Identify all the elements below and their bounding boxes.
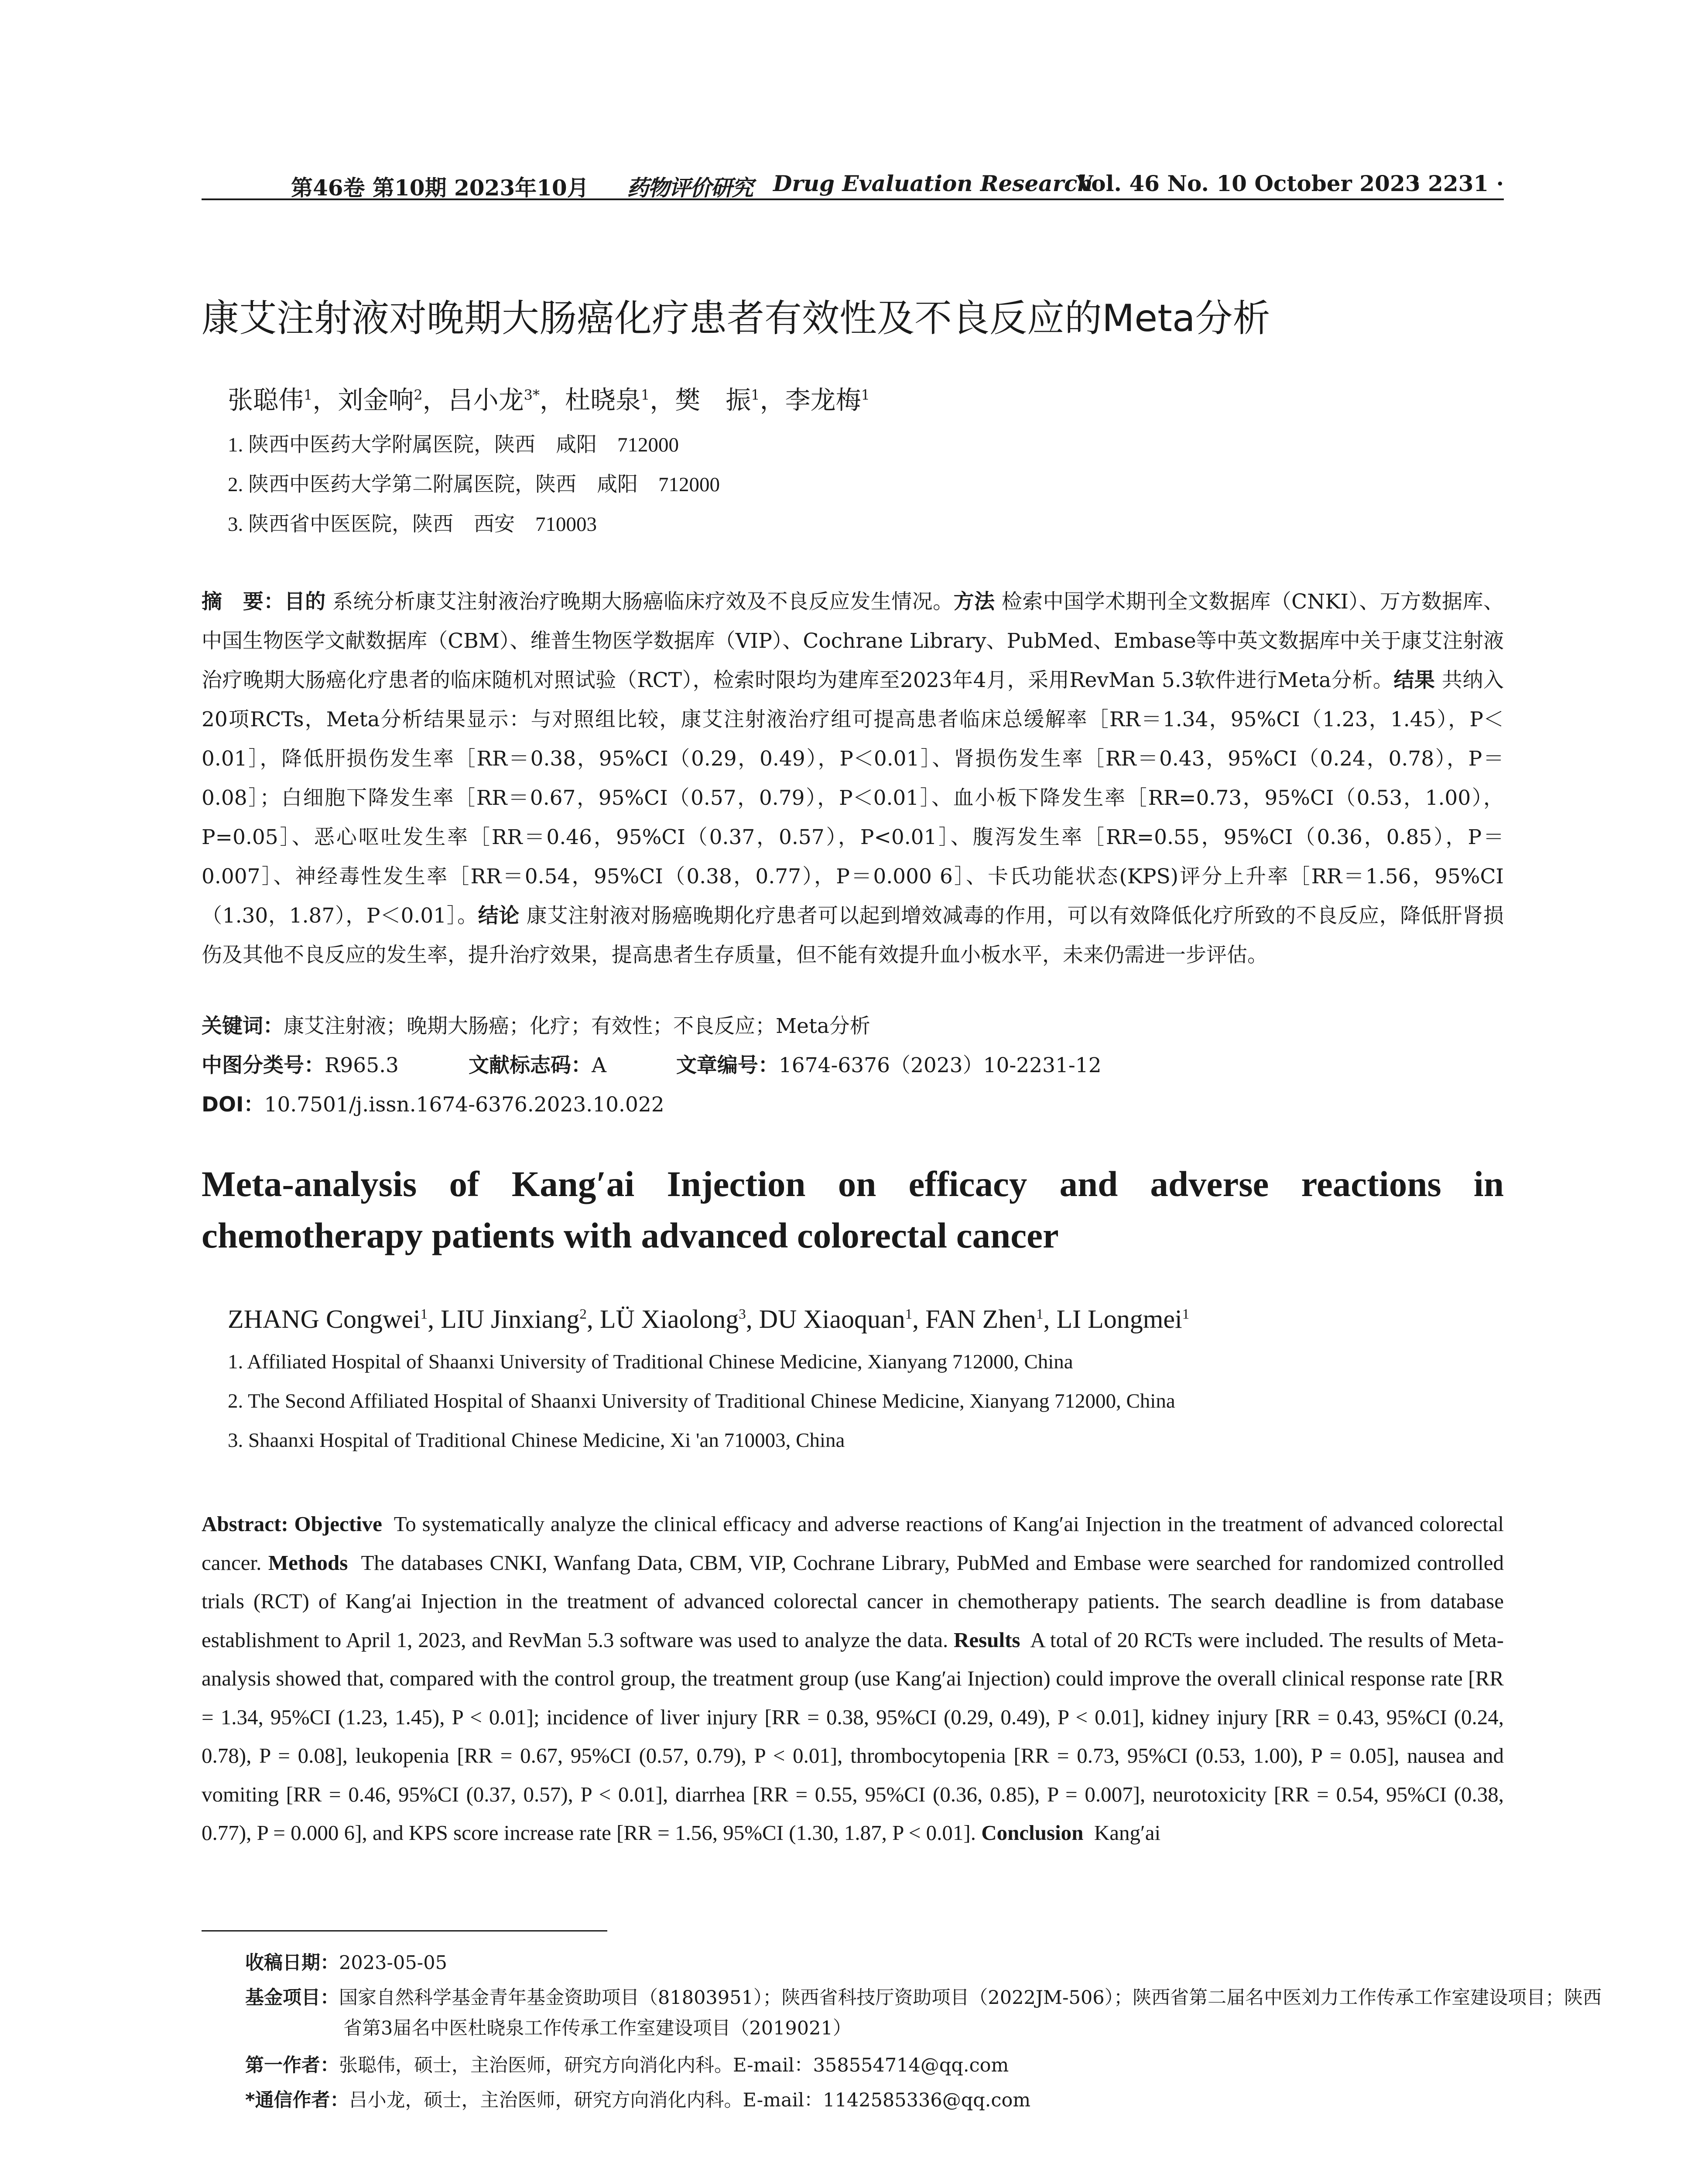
objective-text-en: To systematically analyze the clinical efficacy and adverse reactions of Kang′ai Injection in the treatment of advanced colorectal cancer. — [202, 1512, 1504, 1575]
running-header — [202, 168, 1504, 200]
author-en: LÜ Xiaolong$^3$ — [599, 1305, 746, 1333]
affiliation-en-2: 2. The Second Affiliated Hospital of Shaanxi University of Traditional Chinese Medicine, Xianyang 712000, China — [228, 1390, 1175, 1412]
fund-value: 国家自然科学基金青年基金资助项目（81803951）；陕西省科技厅资助项目（2022JM-506）；陕西省第二届名中医刘力工作传承工作室建设项目；陕西省第3届名中医杜晓泉工作传承工作室建设项目（2019021） — [339, 1987, 1602, 2039]
classification-line — [202, 1049, 1504, 1078]
author-cn: 李龙梅$^1$ — [785, 385, 870, 415]
received-label: 收稿日期： — [245, 1952, 339, 1974]
abstract-en — [202, 1505, 1504, 1853]
doi-line — [202, 1088, 1504, 1118]
doc-code-label: 文献标志码： — [468, 1053, 592, 1077]
clc-label: 中图分类号： — [202, 1053, 325, 1077]
title-cn: 康艾注射液对晚期大肠癌化疗患者有效性及不良反应的Meta分析 — [202, 297, 1270, 340]
article-no-label: 文章编号： — [676, 1053, 779, 1077]
methods-text-en: The databases CNKI, Wanfang Data, CBM, VIP, Cochrane Library, PubMed and Embase were searched for randomized controlled trials (RCT) of Kang′ai Injection in the treatment of advanced colorectal cancer in chemotherapy patients. The search deadline is from database establishment to April 1, 2023, and RevMan 5.3 software was used to analyze the data. — [202, 1550, 1504, 1652]
corresponding-value: 吕小龙，硕士，主治医师，研究方向消化内科。E-mail：1142585336@qq.com — [349, 2089, 1031, 2111]
first-author-label: 第一作者： — [245, 2055, 339, 2076]
doc-code-value: A — [591, 1053, 606, 1077]
results-text-en: A total of 20 RCTs were included. The results of Meta-analysis showed that, compared with the control group, the treatment group (use Kang′ai Injection) could improve the overall clinical response rate [RR = 1.34, 95%CI (1.23, 1.45), P < 0.01]; incidence of liver injury [RR = 0.38, 95%CI (0.29, 0.49), P < 0.01], kidney injury [RR = 0.43, 95%CI (0.24, 0.78), P = 0.08], leukopenia [RR = 0.67, 95%CI (0.57, 0.79), P < 0.01], thrombocytopenia [RR = 0.73, 95%CI (0.53, 1.00), P = 0.05], nausea and vomiting [RR = 0.46, 95%CI (0.37, 0.57), P < 0.01], diarrhea [RR = 0.55, 95%CI (0.36, 0.85), P = 0.007], neurotoxicity [RR = 0.54, 95%CI (0.38, 0.77), P = 0.000 6], and KPS score increase rate [RR = 1.56, 95%CI (1.30, 1.87, P < 0.01]. — [202, 1627, 1504, 1845]
conclusion-text-cn: 康艾注射液对肠癌晚期化疗患者可以起到增效减毒的作用，可以有效降低化疗所致的不良反应，降低肝肾损伤及其他不良反应的发生率，提升治疗效果，提高患者生存质量，但不能有效提升血小板水平，未来仍需进一步评估。 — [202, 904, 1504, 967]
author-cn: 樊 振$^1$ — [675, 385, 760, 415]
authors-en: ZHANG Congwei$^1$, LIU Jinxiang$^2$, LÜ Xiaolong$^3$, DU Xiaoquan$^1$, FAN Zhen$^1$, LI Longmei$^1$ — [228, 1305, 1190, 1333]
article-no-value: 1674-6376（2023）10-2231-12 — [778, 1053, 1102, 1077]
affiliation-en-1: 1. Affiliated Hospital of Shaanxi University of Traditional Chinese Medicine, Xianyang 712000, China — [228, 1350, 1073, 1373]
keywords-label: 关键词： — [202, 1014, 284, 1038]
conclusion-label-en: Conclusion — [981, 1821, 1084, 1845]
affiliation-cn-1: 1. 陕西中医药大学附属医院，陕西 咸阳 712000 — [228, 434, 679, 456]
footnote-corresponding — [245, 2085, 1504, 2116]
author-cn: 张聪伟$^1$ — [228, 385, 313, 415]
author-en: FAN Zhen$^1$ — [925, 1305, 1044, 1333]
results-label-en: Results — [954, 1627, 1020, 1652]
affiliation-cn-2: 2. 陕西中医药大学第二附属医院，陕西 咸阳 712000 — [228, 473, 720, 496]
author-cn: 刘金响$^2$ — [338, 385, 423, 415]
abstract-label-cn: 摘 要： — [202, 590, 284, 614]
footnote-fund — [245, 1983, 1602, 2044]
abstract-label-en: Abstract: — [202, 1512, 288, 1536]
author-en: LIU Jinxiang$^2$ — [441, 1305, 587, 1333]
first-author-value: 张聪伟，硕士，主治医师，研究方向消化内科。E-mail：358554714@qq.com — [339, 2055, 1009, 2076]
author-cn: 吕小龙$^{3*}$ — [448, 385, 540, 415]
page-number: · 2231 · — [1413, 171, 1504, 196]
affiliation-en-3: 3. Shaanxi Hospital of Traditional Chinese Medicine, Xi 'an 710003, China — [228, 1429, 845, 1452]
methods-label-en: Methods — [268, 1550, 348, 1575]
author-cn: 杜晓泉$^1$ — [565, 385, 650, 415]
results-text-cn: 共纳入20项RCTs，Meta分析结果显示：与对照组比较，康艾注射液治疗组可提高患者临床总缓解率［RR＝1.34，95%CI（1.23，1.45），P＜0.01］，降低肝损伤发生率［RR＝0.38，95%CI（0.29，0.49），P＜0.01］、肾损伤发生率［RR＝0.43，95%CI（0.24，0.78），P＝0.08］；白细胞下降发生率［RR＝0.67，95%CI（0.57，0.79），P＜0.01］、血小板下降发生率［RR=0.73，95%CI（0.53，1.00），P=0.05］、恶心呕吐发生率［RR＝0.46，95%CI（0.37，0.57），P<0.01］、腹泻发生率［RR=0.55，95%CI（0.36，0.85），P＝0.007］、神经毒性发生率［RR＝0.54，95%CI（0.38，0.77），P＝0.000 6］、卡氏功能状态(KPS)评分上升率［RR＝1.56，95%CI（1.30，1.87），P＜0.01］。 — [202, 668, 1504, 928]
keywords-text: 康艾注射液；晚期大肠癌；化疗；有效性；不良反应；Meta分析 — [284, 1014, 870, 1038]
journal-logo: 药物评价研究 — [627, 175, 753, 201]
author-en: DU Xiaoquan$^1$ — [759, 1305, 913, 1333]
results-label-cn: 结果 — [1393, 668, 1435, 692]
authors-cn: 张聪伟$^1$，刘金响$^2$，吕小龙$^{3*}$，杜晓泉$^1$，樊 振$^1$，李龙梅$^1$ — [228, 385, 870, 415]
objective-text-cn: 系统分析康艾注射液治疗晚期大肠癌临床疗效及不良反应发生情况。 — [332, 590, 954, 614]
keywords-line — [202, 1010, 1504, 1039]
author-en: LI Longmei$^1$ — [1056, 1305, 1190, 1333]
journal-issue-cn: 第46卷 第10期 2023年10月 — [291, 175, 589, 201]
abstract-cn — [202, 582, 1504, 975]
clc-value: R965.3 — [325, 1053, 399, 1077]
title-en: Meta-analysis of Kang′ai Injection on efficacy and adverse reactions in chemotherapy patients with advanced colorectal cancer — [202, 1164, 1504, 1255]
corresponding-label: *通信作者： — [245, 2089, 349, 2111]
conclusion-text-en: Kang′ai — [1094, 1821, 1161, 1845]
objective-label-cn: 目的 — [284, 590, 326, 614]
fund-label: 基金项目： — [245, 1987, 339, 2009]
footnote-first-author — [245, 2050, 1504, 2081]
journal-volume: Vol. 46 No. 10 October 2023 — [1076, 171, 1420, 196]
methods-text-cn: 检索中国学术期刊全文数据库（CNKI）、万方数据库、中国生物医学文献数据库（CBM）、维普生物医学数据库（VIP）、Cochrane Library、PubMed、Embase等中英文数据库中关于康艾注射液治疗晚期大肠癌化疗患者的临床随机对照试验（RCT），检索时限均为建库至2023年4月，采用RevMan 5.3软件进行Meta分析。 — [202, 590, 1504, 692]
affiliation-cn-3: 3. 陕西省中医医院，陕西 西安 710003 — [228, 513, 597, 536]
footnote-received — [245, 1948, 1504, 1978]
objective-label-en: Objective — [294, 1512, 382, 1536]
methods-label-cn: 方法 — [953, 590, 995, 614]
conclusion-label-cn: 结论 — [478, 904, 520, 928]
received-value: 2023-05-05 — [339, 1952, 447, 1974]
doi-value: 10.7501/j.issn.1674-6376.2023.10.022 — [264, 1093, 664, 1117]
footnote-rule — [202, 1930, 607, 1931]
author-en: ZHANG Congwei$^1$ — [228, 1305, 428, 1333]
journal-name-en: Drug Evaluation Research — [773, 171, 1093, 196]
doi-label: DOI： — [202, 1093, 264, 1117]
